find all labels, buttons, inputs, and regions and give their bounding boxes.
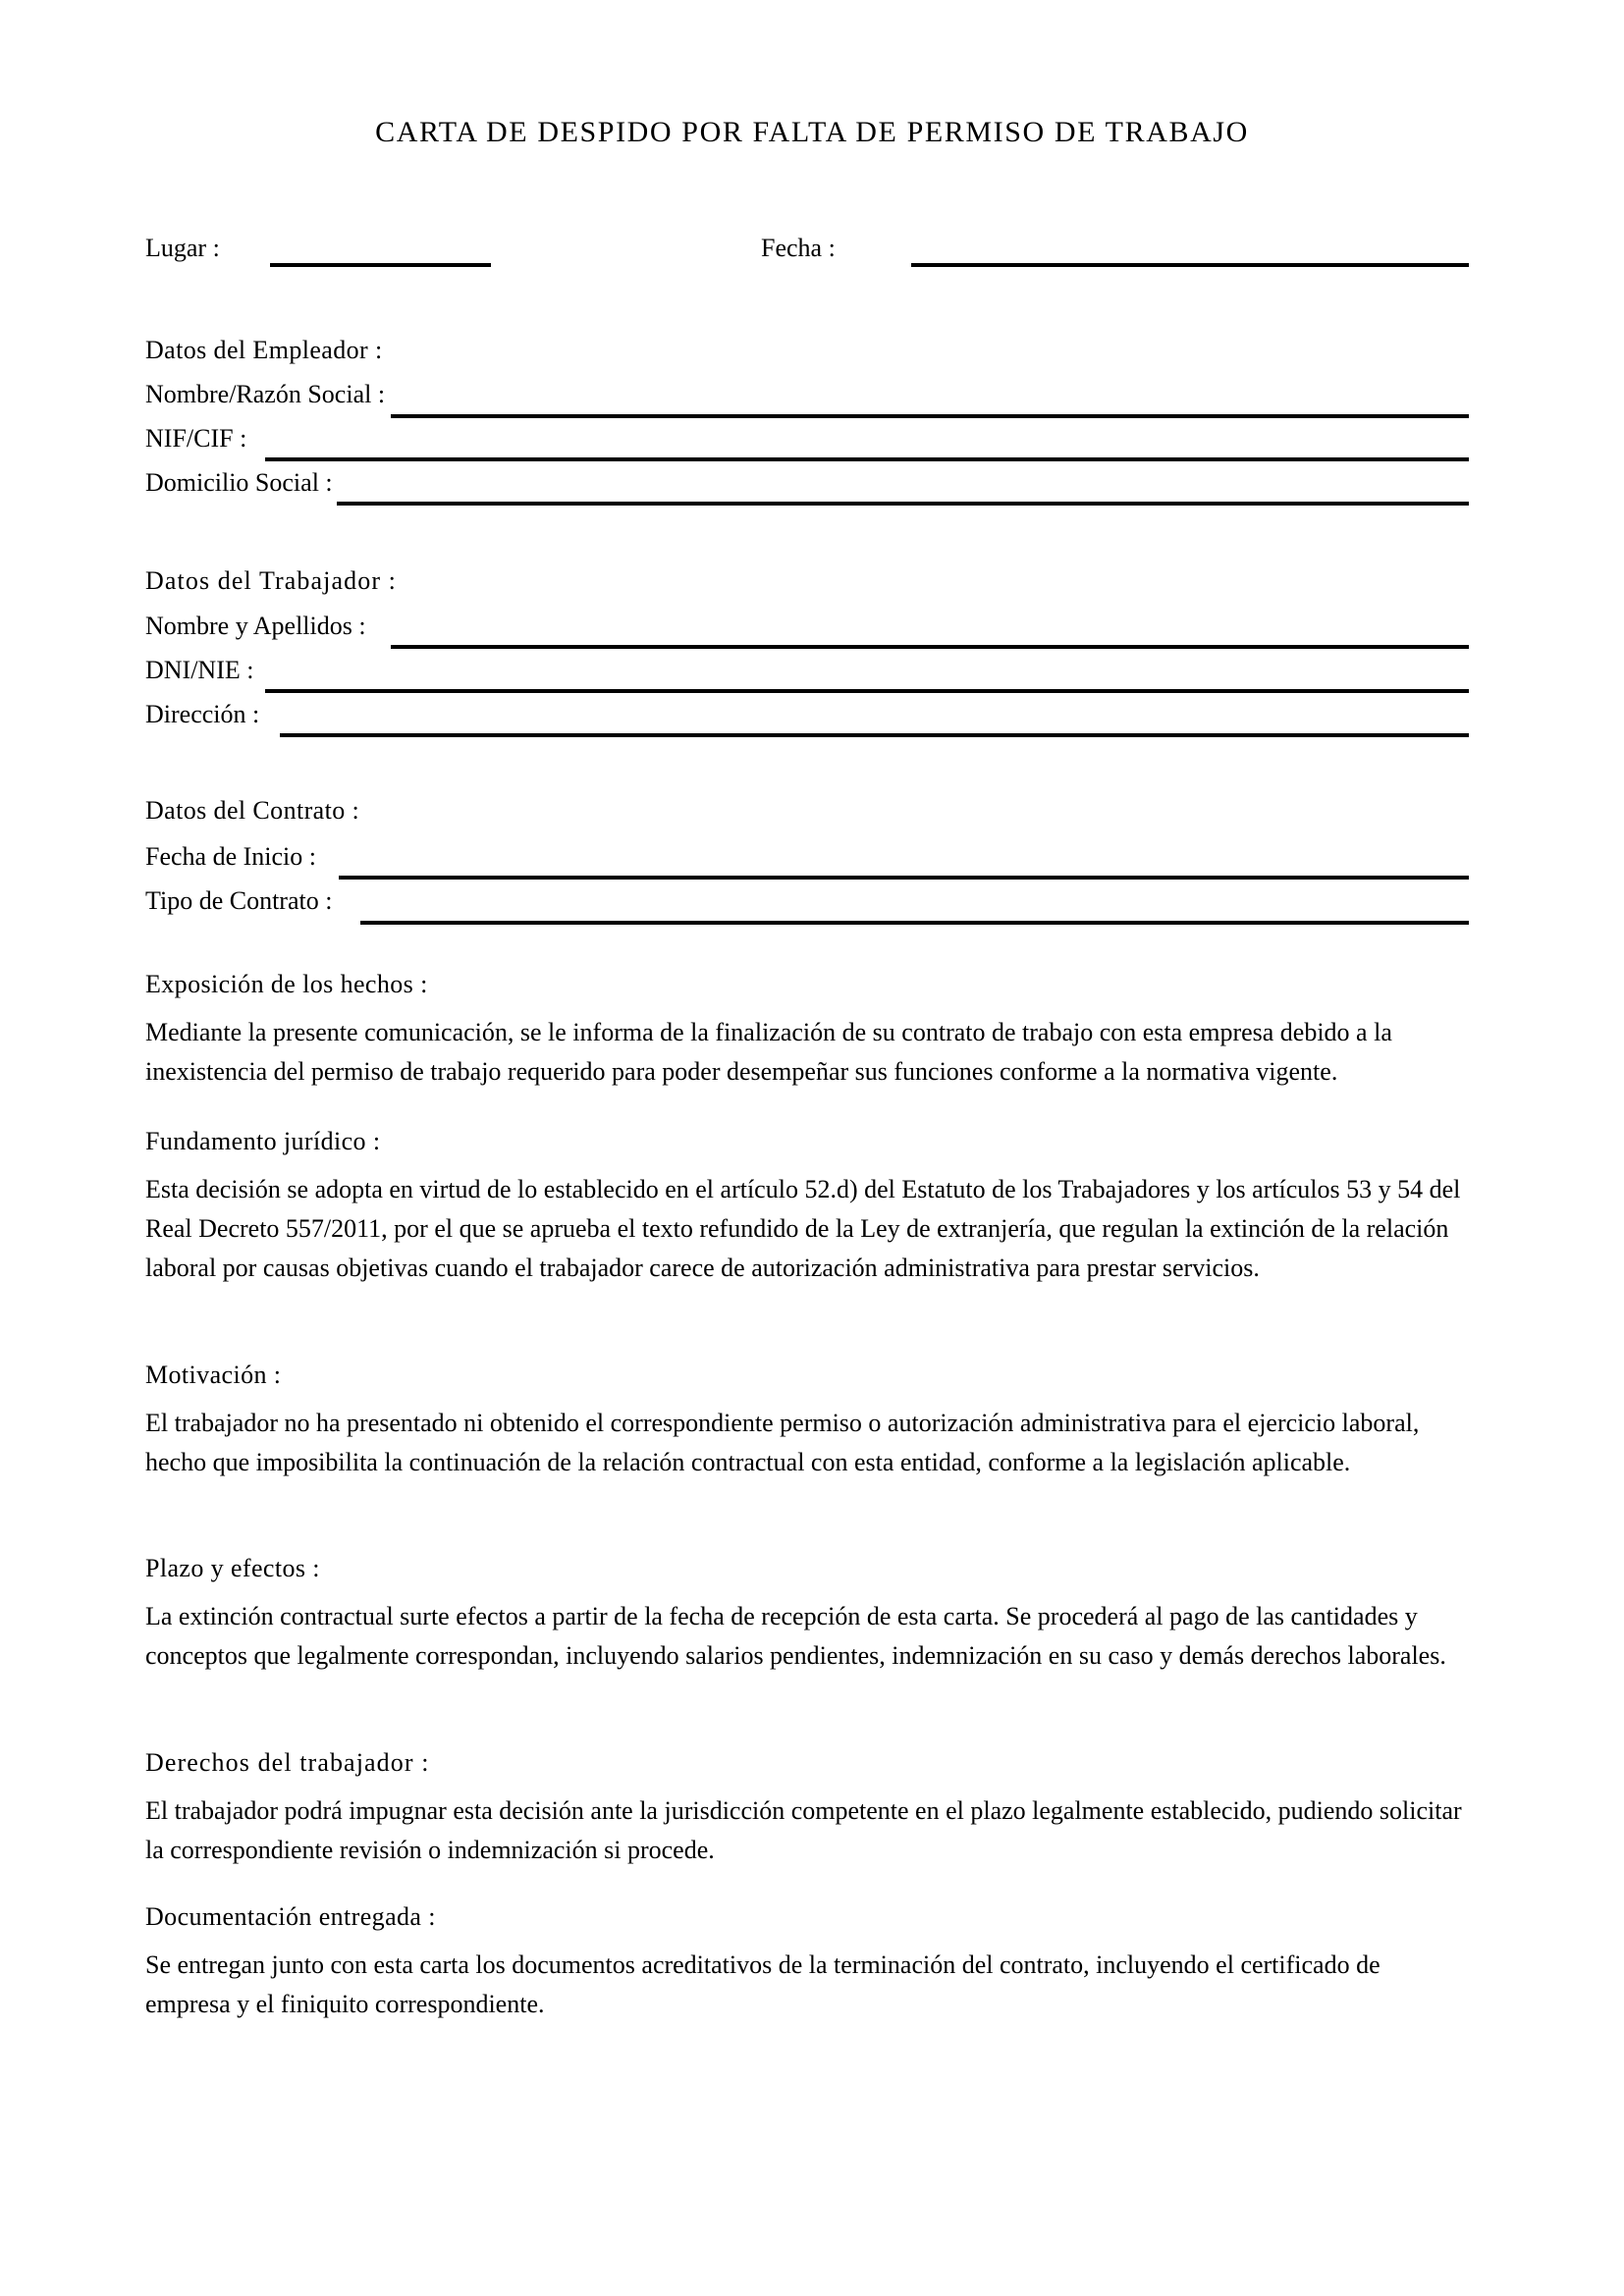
section-body-derechos: El trabajador podrá impugnar esta decisión ante la jurisdicción competente en el plazo legalmente establecido, pudiendo solicitar la correspondiente revisión o indemnización si procede. [145,1796,1462,1864]
contract-section-label: Datos del Contrato : [145,796,360,825]
page-title: CARTA DE DESPIDO POR FALTA DE PERMISO DE TRABAJO [375,116,1249,148]
worker-name-label: Nombre y Apellidos : [145,612,366,640]
lugar-input-line[interactable] [270,263,491,267]
section-heading-exposicion: Exposición de los hechos : [145,970,428,998]
section-body-documentacion: Se entregan junto con esta carta los documentos acreditativos de la terminación del contrato, incluyendo el certificado de empresa y el finiquito correspondiente. [145,1950,1380,2018]
fecha-input-line[interactable] [911,263,1469,267]
employer-nif-label: NIF/CIF : [145,424,247,453]
section-heading-derechos: Derechos del trabajador : [145,1748,430,1777]
employer-nif-input-line[interactable] [265,457,1469,461]
section-heading-fundamento: Fundamento jurídico : [145,1127,381,1155]
employer-name-input-line[interactable] [391,414,1469,418]
employer-section-label: Datos del Empleador : [145,336,383,364]
section-body-plazo: La extinción contractual surte efectos a partir de la fecha de recepción de esta carta. Se procederá al pago de las cantidades y conceptos que legalmente correspondan, incluyendo salarios pendientes, indemnización en su caso y demás derechos laborales. [145,1602,1446,1670]
section-body-fundamento: Esta decisión se adopta en virtud de lo establecido en el artículo 52.d) del Estatuto de los Trabajadores y los artículos 53 y 54 del Real Decreto 557/2011, por el que se aprueba el texto refundido de la Ley de extranjería, que regulan la extinción de la relación laboral por causas objetivas cuando el trabajador carece de autorización administrativa para prestar servicios. [145,1175,1461,1282]
section-heading-documentacion: Documentación entregada : [145,1902,436,1931]
worker-section-label: Datos del Trabajador : [145,566,398,595]
worker-address-label: Dirección : [145,700,260,728]
worker-dni-label: DNI/NIE : [145,656,254,684]
section-body-motivacion: El trabajador no ha presentado ni obtenido el correspondiente permiso o autorización administrativa para el ejercicio laboral, hecho que imposibilita la continuación de la relación contractual con esta entidad, conforme a la legislación aplicable. [145,1409,1420,1476]
contract-start-input-line[interactable] [339,876,1469,880]
lugar-label: Lugar : [145,234,220,262]
contract-start-label: Fecha de Inicio : [145,842,316,871]
contract-type-label: Tipo de Contrato : [145,886,333,915]
section-body-exposicion: Mediante la presente comunicación, se le informa de la finalización de su contrato de trabajo con esta empresa debido a la inexistencia del permiso de trabajo requerido para poder desempeñar sus funciones conforme a la normativa vigente. [145,1018,1392,1086]
employer-name-label: Nombre/Razón Social : [145,380,386,408]
employer-address-input-line[interactable] [337,502,1469,506]
worker-address-input-line[interactable] [280,733,1469,737]
worker-dni-input-line[interactable] [265,689,1469,693]
fecha-label: Fecha : [761,234,836,262]
contract-type-input-line[interactable] [360,921,1469,925]
worker-name-input-line[interactable] [391,645,1469,649]
section-heading-motivacion: Motivación : [145,1361,282,1389]
employer-address-label: Domicilio Social : [145,468,333,497]
section-heading-plazo: Plazo y efectos : [145,1554,320,1582]
